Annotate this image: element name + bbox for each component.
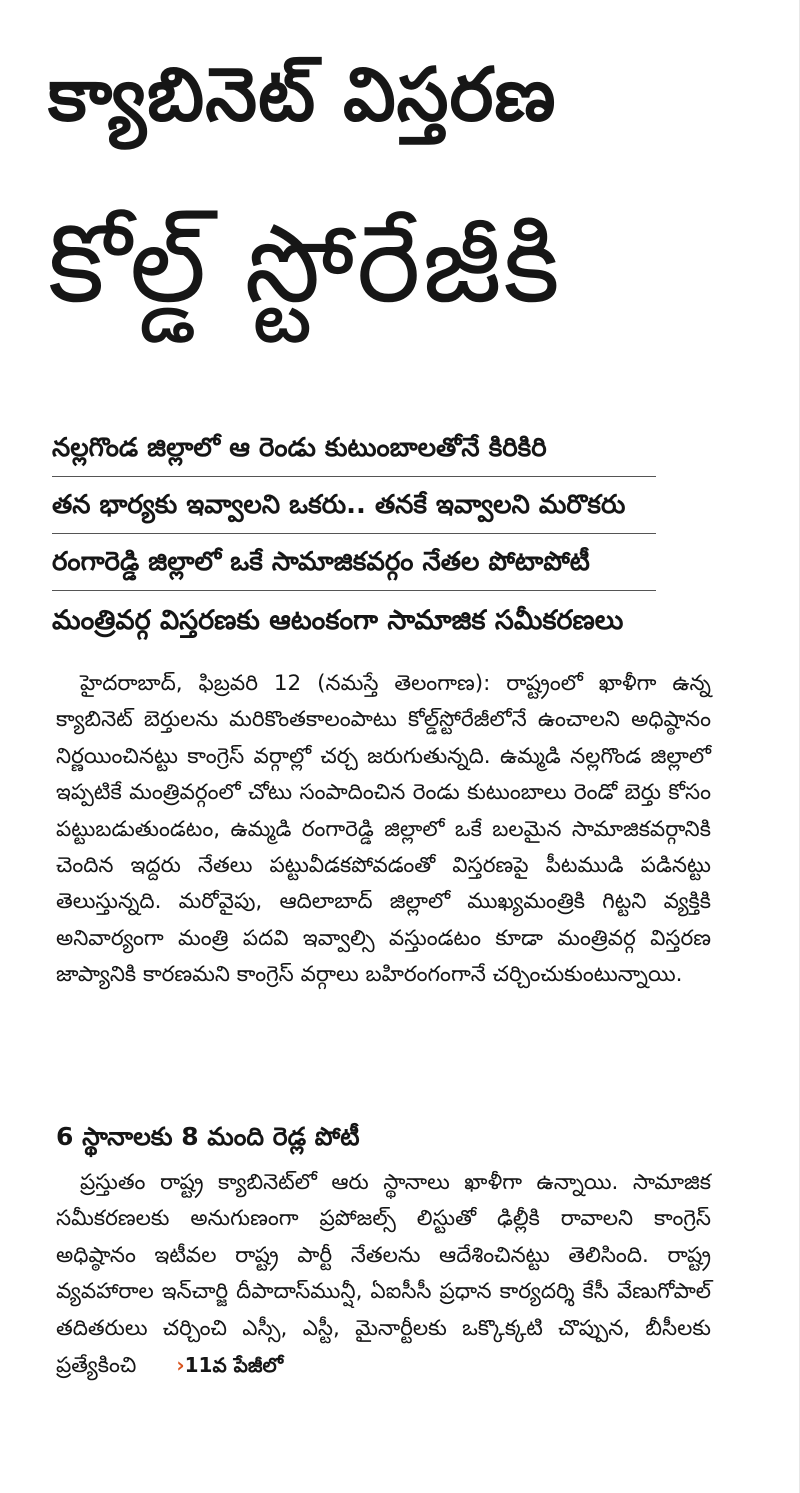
deck-block (52, 420, 656, 651)
body-paragraph-2-text: ప్రస్తుతం రాష్ట్ర క్యాబినెట్‌లో ఆరు స్థానాలు ఖాళీగా ఉన్నాయి. సామాజిక సమీకరణలకు అనుగుణంగా ప్రపోజల్స్ లిస్టుతో ఢిల్లీకి రావాలని కాంగ్రెస్ అధిష్ఠానం ఇటీవల రాష్ట్ర పార్టీ నేతలను ఆదేశించినట్టు తెలిసింది. రాష్ట్ర వ్యవహారాల ఇన్‌చార్జి దీపాదాస్‌మున్షీ, ఏఐసీసీ ప్రధాన కార్యదర్శి కేసీ వేణుగోపాల్ తదితరులు చర్చించి ఎస్సీ, ఎస్టీ, మైనార్టీలకు ఒక్కొక్కటి చొప్పున, బీసీలకు ప్రత్యేకించి (56, 1170, 711, 1379)
article-body-2 (56, 1165, 711, 1384)
chevron-right-icon: › (176, 1353, 185, 1378)
deck-line-4: మంత్రివర్గ విస్తరణకు ఆటంకంగా సామాజిక సమీకరణలు (52, 605, 624, 636)
section-subhead: 6 స్థానాలకు 8 మంది రెడ్ల పోటీ (56, 1122, 360, 1151)
deck-line-3: రంగారెడ్డి జిల్లాలో ఒకే సామాజికవర్గం నేతల పోటాపోటీ (52, 534, 656, 591)
headline-line-2: కోల్డ్ స్టోరేజీకి (48, 202, 562, 327)
headline-line-1: క్యాబినెట్ విస్తరణ (48, 52, 557, 138)
deck-line-2: తన భార్యకు ఇవ్వాలని ఒకరు.. తనకే ఇవ్వాలని మరొకరు (52, 477, 656, 534)
article-body-1 (56, 666, 711, 994)
body-paragraph-2 (56, 1165, 711, 1384)
continued-label: 11వ పేజీలో (184, 1353, 284, 1378)
deck-line-1: నల్లగొండ జిల్లాలో ఆ రెండు కుటుంబాలతోనే కిరికిరి (52, 420, 656, 477)
body-paragraph: హైదరాబాద్, ఫిబ్రవరి 12 (నమస్తే తెలంగాణ): రాష్ట్రంలో ఖాళీగా ఉన్న క్యాబినెట్ బెర్తులను మరికొంతకాలంపాటు కోల్డ్‌స్టోరేజీలోనే ఉంచాలని అధిష్ఠానం నిర్ణయించినట్టు కాంగ్రెస్ వర్గాల్లో చర్చ జరుగుతున్నది. ఉమ్మడి నల్లగొండ జిల్లాలో ఇప్పటికే మంత్రివర్గంలో చోటు సంపాదించిన రెండు కుటుంబాలు రెండో బెర్తు కోసం పట్టుబడుతుండటం, ఉమ్మడి రంగారెడ్డి జిల్లాలో ఒకే బలమైన సామాజికవర్గానికి చెందిన ఇద్దరు నేతలు పట్టువీడకపోవడంతో విస్తరణపై పీటముడి పడినట్టు తెలుస్తున్నది. మరోవైపు, ఆదిలాబాద్ జిల్లాలో ముఖ్యమంత్రికి గిట్టని వ్యక్తికి అనివార్యంగా మంత్రి పదవి ఇవ్వాల్సి వస్తుండటం కూడా మంత్రివర్గ విస్తరణ జాప్యానికి కారణమని కాంగ్రెస్ వర్గాలు బహిరంగంగానే చర్చించుకుంటున్నాయి. (56, 671, 711, 988)
continued-on-page[interactable] (176, 1353, 283, 1377)
